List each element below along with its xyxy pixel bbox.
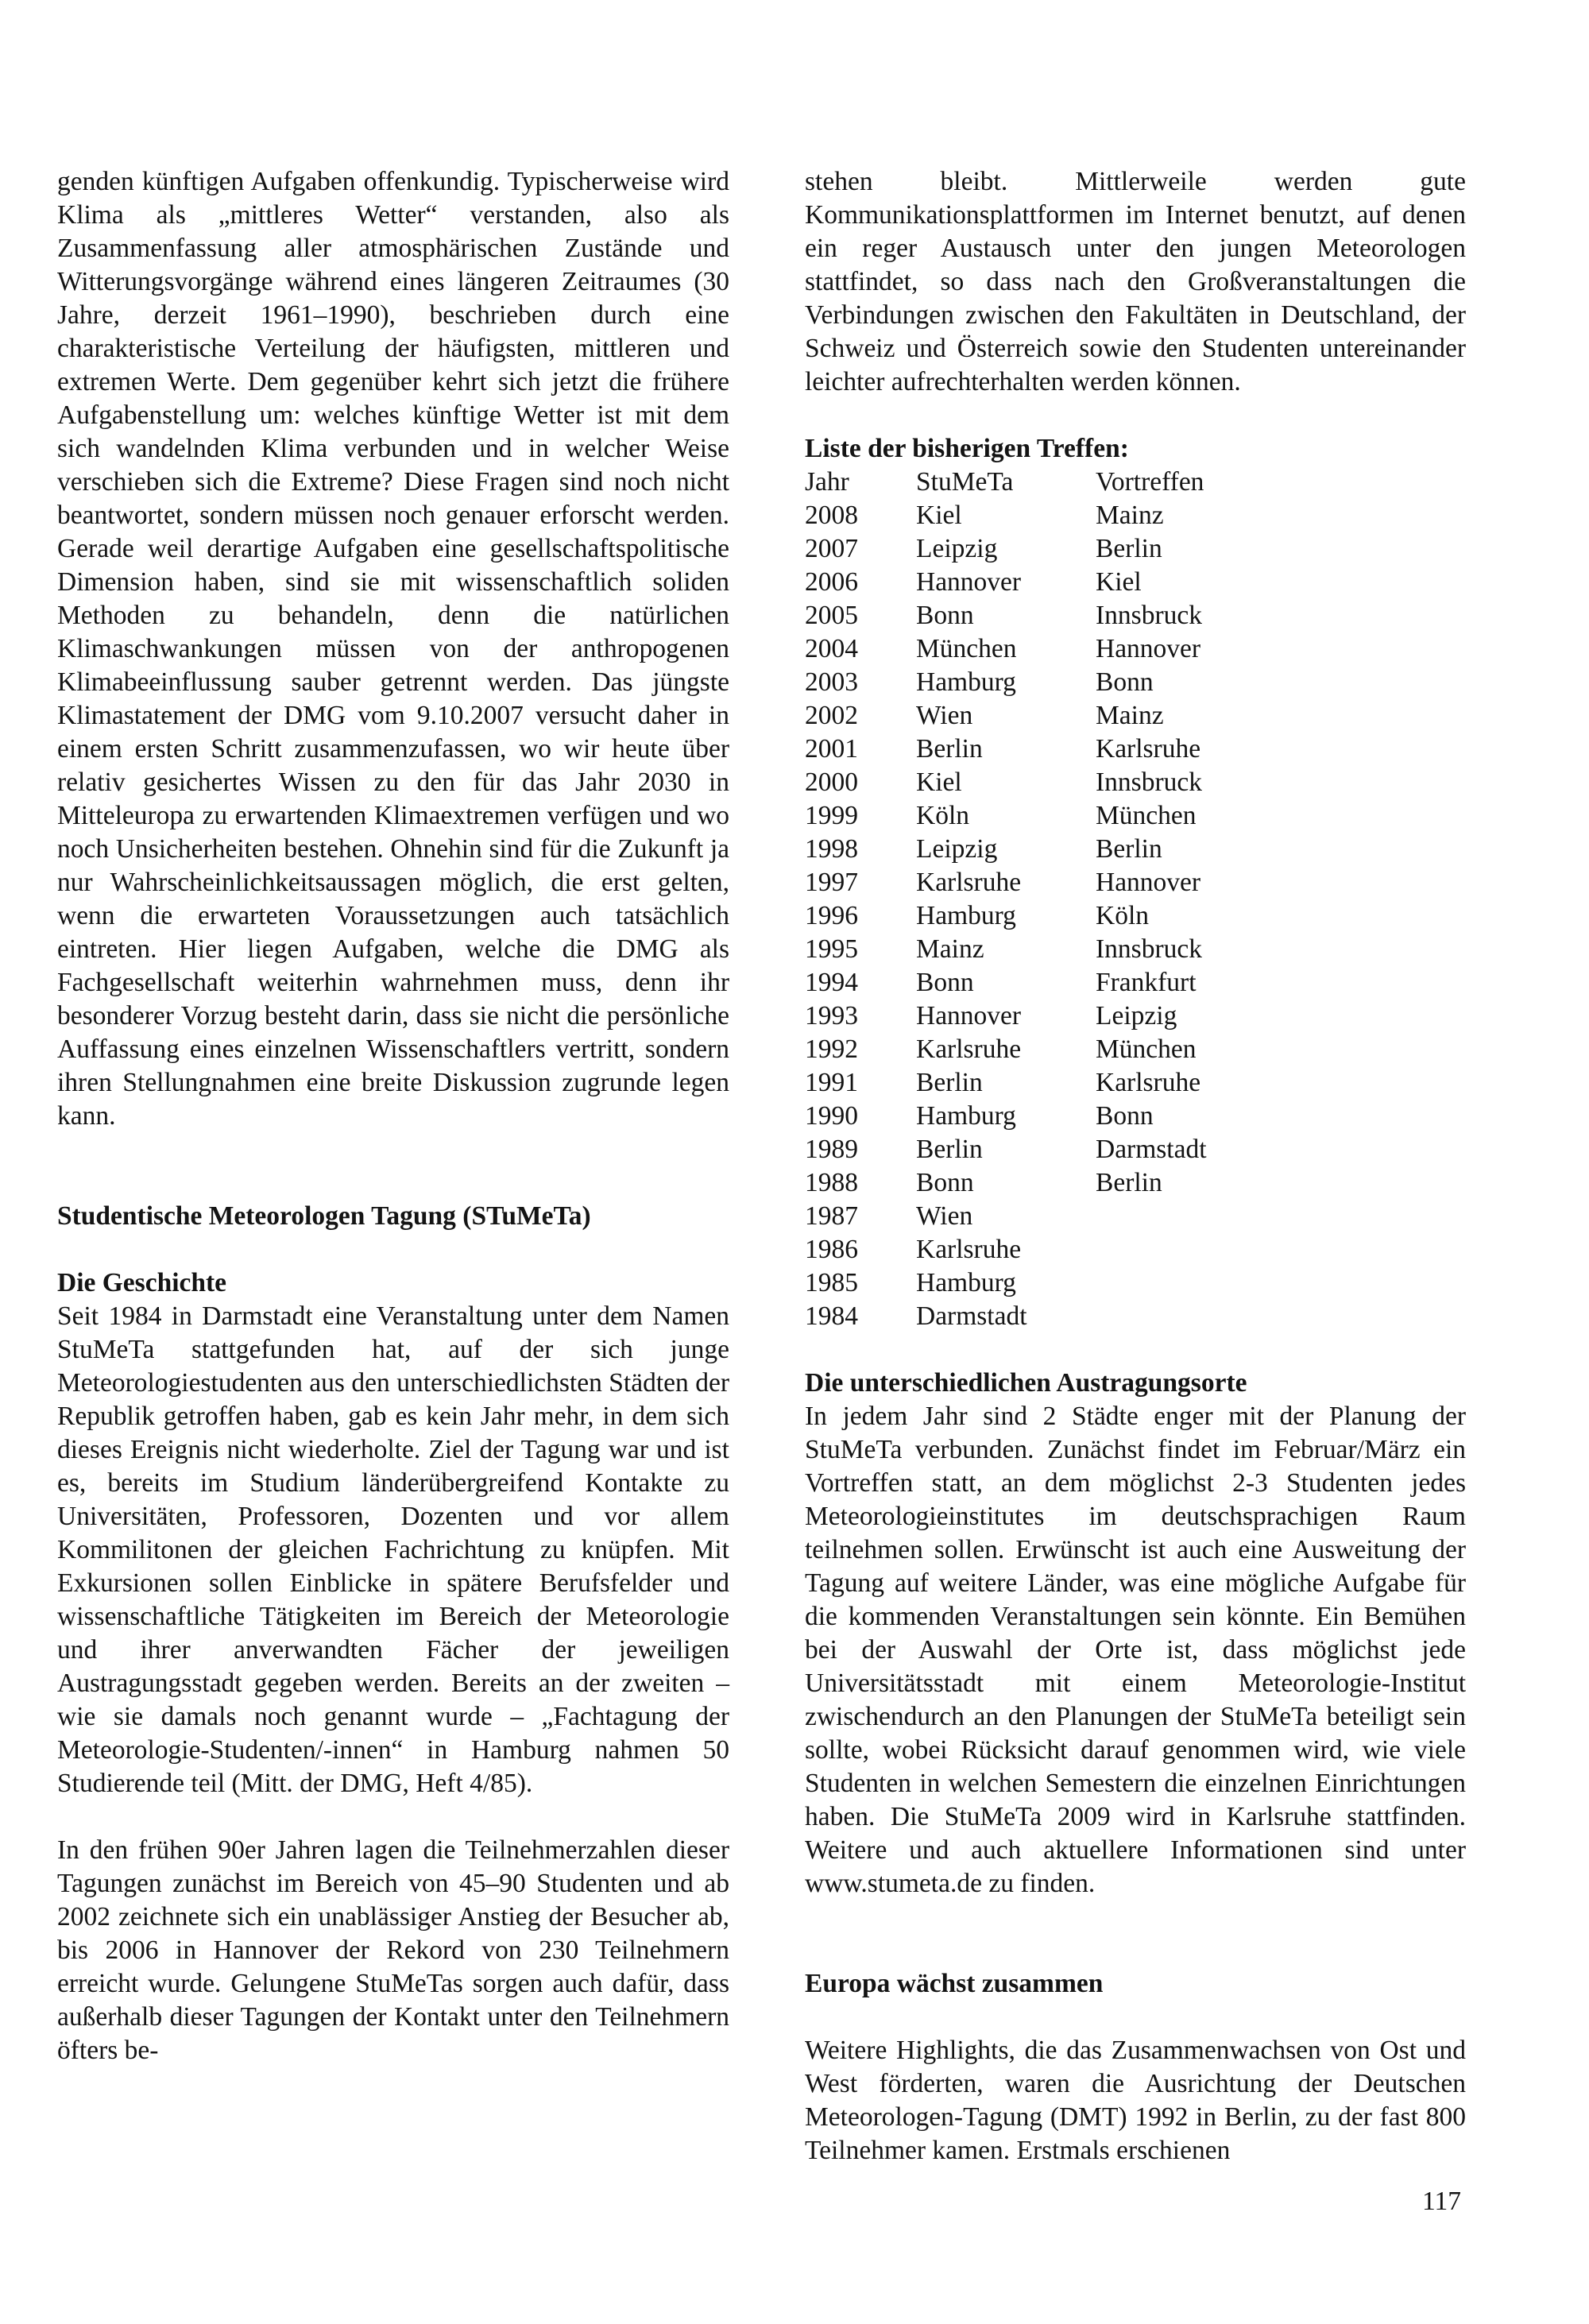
cell-stumeta-city: Köln — [916, 801, 969, 830]
cell-vortreffen-city: Berlin — [1096, 534, 1162, 563]
table-row — [805, 799, 1207, 833]
table-row — [805, 966, 1207, 1000]
cell-vortreffen-city: Bonn — [1096, 1101, 1154, 1131]
cell-year: 2002 — [805, 701, 858, 730]
cell-year: 1988 — [805, 1168, 858, 1197]
spacer — [57, 1133, 729, 1200]
spacer — [805, 1901, 1466, 1967]
cell-year: 1991 — [805, 1068, 858, 1097]
cell-year: 2000 — [805, 768, 858, 797]
cell-stumeta-city: Wien — [916, 1201, 973, 1231]
cell-stumeta-city: Bonn — [916, 601, 974, 630]
table-row — [805, 532, 1207, 566]
cell-stumeta-city: Berlin — [916, 1135, 983, 1164]
table-row — [805, 933, 1207, 966]
page-number: 117 — [1422, 2187, 1462, 2216]
cell-stumeta-city: Kiel — [916, 768, 962, 797]
cell-stumeta-city: Hamburg — [916, 667, 1016, 697]
cell-year: 1996 — [805, 901, 858, 930]
cell-stumeta-city: Leipzig — [916, 534, 998, 563]
cell-year: 1984 — [805, 1301, 858, 1331]
meetings-table — [805, 466, 1207, 1333]
cell-year: 1986 — [805, 1235, 858, 1264]
cell-vortreffen-city: Berlin — [1096, 1168, 1162, 1197]
cell-year: 1997 — [805, 868, 858, 897]
spacer — [57, 1233, 729, 1266]
cell-vortreffen-city: Innsbruck — [1096, 601, 1202, 630]
cell-vortreffen-city: Karlsruhe — [1096, 1068, 1201, 1097]
table-row — [805, 899, 1207, 933]
cell-year: 2006 — [805, 567, 858, 597]
header-vortreffen: Vortreffen — [1096, 467, 1204, 497]
spacer — [805, 399, 1466, 432]
table-row — [805, 566, 1207, 599]
cell-stumeta-city: München — [916, 634, 1017, 663]
cell-stumeta-city: Mainz — [916, 934, 984, 964]
cell-stumeta-city: Berlin — [916, 734, 983, 764]
cell-vortreffen-city — [1096, 1266, 1207, 1300]
spacer — [805, 2001, 1466, 2034]
right-column — [805, 165, 1466, 2167]
spacer — [805, 1333, 1466, 1367]
cell-stumeta-city: Leipzig — [916, 834, 998, 864]
cell-stumeta-city: Hannover — [916, 567, 1022, 597]
cell-year: 1994 — [805, 968, 858, 997]
cell-vortreffen-city: München — [1096, 1034, 1197, 1064]
cell-stumeta-city: Hamburg — [916, 1101, 1016, 1131]
cell-year: 2005 — [805, 601, 858, 630]
cell-stumeta-city: Kiel — [916, 501, 962, 530]
table-header-row — [805, 466, 1207, 499]
table-row — [805, 666, 1207, 699]
cell-vortreffen-city: Karlsruhe — [1096, 734, 1201, 764]
cell-stumeta-city: Karlsruhe — [916, 1034, 1022, 1064]
table-row — [805, 1200, 1207, 1233]
cell-stumeta-city: Karlsruhe — [916, 1235, 1022, 1264]
table-row — [805, 1100, 1207, 1133]
table-row — [805, 699, 1207, 733]
table-row — [805, 766, 1207, 799]
cell-stumeta-city: Hamburg — [916, 901, 1016, 930]
table-row — [805, 1000, 1207, 1033]
header-year: Jahr — [805, 467, 849, 497]
history-heading: Die Geschichte — [57, 1268, 227, 1297]
cell-year: 1989 — [805, 1135, 858, 1164]
table-row — [805, 1266, 1207, 1300]
header-stumeta: StuMeTa — [916, 467, 1014, 497]
cell-year: 2003 — [805, 667, 858, 697]
cell-year: 1998 — [805, 834, 858, 864]
meetings-list-title: Liste der bisherigen Treffen: — [805, 434, 1129, 463]
cell-vortreffen-city: Hannover — [1096, 634, 1201, 663]
table-row — [805, 1066, 1207, 1100]
cell-vortreffen-city — [1096, 1200, 1207, 1233]
cell-vortreffen-city: Innsbruck — [1096, 768, 1202, 797]
cell-year: 2007 — [805, 534, 858, 563]
cell-year: 1987 — [805, 1201, 858, 1231]
table-row — [805, 866, 1207, 899]
cell-vortreffen-city: Hannover — [1096, 868, 1201, 897]
cell-vortreffen-city: München — [1096, 801, 1197, 830]
europe-paragraph: Weitere Highlights, die das Zusammenwachsen von Ost und West förderten, waren die Ausrichtung der Deutschen Meteorologen-Tagung (DMT) 1992 in Berlin, zu der fast 800 Teilnehmer kamen. Erstmals erschienen — [805, 2036, 1466, 2165]
venues-paragraph: In jedem Jahr sind 2 Städte enger mit der Planung der StuMeTa verbunden. Zunächst findet im Februar/März ein Vortreffen statt, an dem möglichst 2-3 Studenten jedes Meteorologieinstitutes im deutschsprachigen Raum teilnehmen sollen. Erwünscht ist auch eine Ausweitung der Tagung auf weitere Länder, was eine mögliche Aufgabe für die kommenden Veranstaltungen sein könnte. Ein Bemühen bei der Auswahl der Orte ist, dass möglichst jede Universitätsstadt mit einem Meteorologie-Institut zwischendurch an den Planungen der StuMeTa beteiligt sein sollte, wobei Rücksicht darauf genommen wird, wie viele Studenten in welchen Semestern die einzelnen Einrichtungen haben. Die StuMeTa 2009 wird in Karlsruhe stattfinden. Weitere und auch aktuellere Informationen sind unter www.stumeta.de zu finden. — [805, 1402, 1466, 1898]
table-row — [805, 1300, 1207, 1333]
venues-heading: Die unterschiedlichen Austragungsorte — [805, 1368, 1247, 1398]
spacer — [57, 1800, 729, 1834]
table-row — [805, 632, 1207, 666]
continuation-paragraph: stehen bleibt. Mittlerweile werden gute Kommunikationsplattformen im Internet benutzt, auf denen ein reger Austausch unter den jungen Meteorologen stattfindet, so dass nach den Großveranstaltungen die Verbindungen zwischen den Fakultäten in Deutschland, der Schweiz und Österreich sowie den Studenten untereinander leichter aufrechterhalten werden können. — [805, 167, 1466, 396]
cell-year: 2004 — [805, 634, 858, 663]
cell-year: 1985 — [805, 1268, 858, 1297]
cell-vortreffen-city — [1096, 1233, 1207, 1266]
cell-vortreffen-city: Mainz — [1096, 501, 1164, 530]
europe-heading: Europa wächst zusammen — [805, 1969, 1104, 1998]
cell-stumeta-city: Karlsruhe — [916, 868, 1022, 897]
cell-year: 1992 — [805, 1034, 858, 1064]
table-row — [805, 599, 1207, 632]
intro-paragraph: genden künftigen Aufgaben offenkundig. Typischerweise wird Klima als „mittleres Wetter“ verstanden, also als Zusammenfassung aller atmosphärischen Zustände und Witterungsvorgänge während eines längeren Zeitraumes (30 Jahre, derzeit 1961–1990), beschrieben durch eine charakteristische Verteilung der häufigsten, mittleren und extremen Werte. Dem gegenüber kehrt sich jetzt die frühere Aufgabenstellung um: welches künftige Wetter ist mit dem sich wandelnden Klima verbunden und in welcher Weise verschieben sich die Extreme? Diese Fragen sind noch nicht beantwortet, sondern müssen noch genauer erforscht werden. Gerade weil derartige Aufgaben eine gesellschaftspolitische Dimension haben, sind sie mit wissenschaftlich soliden Methoden zu behandeln, denn die natürlichen Klimaschwankungen müssen von der anthropogenen Klimabeeinflussung sauber getrennt werden. Das jüngste Klimastatement der DMG vom 9.10.2007 versucht daher in einem ersten Schritt zusammenzufassen, wo wir heute über relativ gesichertes Wissen zu den für das Jahr 2030 in Mitteleuropa zu erwartenden Klimaextremen verfügen und wo noch Unsicherheiten bestehen. Ohnehin sind für die Zukunft ja nur Wahrscheinlichkeitsaussagen möglich, die erst gelten, wenn die erwarteten Voraussetzungen auch tatsächlich eintreten. Hier liegen Aufgaben, welche die DMG als Fachgesellschaft weiterhin wahrnehmen muss, denn ihr besonderer Vorzug besteht darin, dass sie nicht die persönliche Auffassung eines einzelnen Wissenschaftlers vertritt, sondern ihren Stellungnahmen eine breite Diskussion zugrunde legen kann. — [57, 167, 729, 1131]
cell-year: 1993 — [805, 1001, 858, 1031]
table-row — [805, 1133, 1207, 1166]
table-row — [805, 733, 1207, 766]
cell-year: 2001 — [805, 734, 858, 764]
left-column — [57, 165, 729, 2067]
cell-year: 1990 — [805, 1101, 858, 1131]
cell-vortreffen-city: Berlin — [1096, 834, 1162, 864]
table-row — [805, 833, 1207, 866]
cell-stumeta-city: Hannover — [916, 1001, 1022, 1031]
cell-stumeta-city: Hamburg — [916, 1268, 1016, 1297]
table-row — [805, 499, 1207, 532]
cell-stumeta-city: Berlin — [916, 1068, 983, 1097]
table-row — [805, 1166, 1207, 1200]
cell-vortreffen-city: Innsbruck — [1096, 934, 1202, 964]
cell-year: 1999 — [805, 801, 858, 830]
cell-vortreffen-city: Bonn — [1096, 667, 1154, 697]
table-row — [805, 1033, 1207, 1066]
cell-stumeta-city: Wien — [916, 701, 973, 730]
meetings-table-body — [805, 499, 1207, 1333]
cell-stumeta-city: Darmstadt — [916, 1301, 1027, 1331]
cell-vortreffen-city: Kiel — [1096, 567, 1142, 597]
history-paragraph: Seit 1984 in Darmstadt eine Veranstaltung unter dem Namen StuMeTa stattgefunden hat, auf der sich junge Meteorologiestudenten aus den unterschiedlichsten Städten der Republik getroffen haben, gab es kein Jahr mehr, in dem sich dieses Ereignis nicht wiederholte. Ziel der Tagung war und ist es, bereits im Studium länderübergreifend Kontakte zu Universitäten, Professoren, Dozenten und vor allem Kommilitonen der gleichen Fachrichtung zu knüpfen. Mit Exkursionen sollen Einblicke in spätere Berufsfelder und wissenschaftliche Tätigkeiten im Bereich der Meteorologie und ihrer anverwandten Fächer der jeweiligen Austragungsstadt gegeben werden. Bereits an der zweiten – wie sie damals noch genannt wurde – „Fachtagung der Meteorologie-Studenten/-innen“ in Hamburg nahmen 50 Studierende teil (Mitt. der DMG, Heft 4/85). — [57, 1301, 729, 1798]
cell-vortreffen-city: Leipzig — [1096, 1001, 1177, 1031]
stumeta-section-heading: Studentische Meteorologen Tagung (STuMeTa) — [57, 1201, 591, 1231]
cell-stumeta-city: Bonn — [916, 1168, 974, 1197]
cell-year: 2008 — [805, 501, 858, 530]
table-row — [805, 1233, 1207, 1266]
cell-vortreffen-city: Mainz — [1096, 701, 1164, 730]
cell-vortreffen-city: Köln — [1096, 901, 1149, 930]
cell-vortreffen-city: Darmstadt — [1096, 1135, 1207, 1164]
cell-vortreffen-city — [1096, 1300, 1207, 1333]
cell-vortreffen-city: Frankfurt — [1096, 968, 1197, 997]
nineties-paragraph: In den frühen 90er Jahren lagen die Teilnehmerzahlen dieser Tagungen zunächst im Bereich von 45–90 Studenten und ab 2002 zeichnete sich ein unablässiger Anstieg der Besucher ab, bis 2006 in Hannover der Rekord von 230 Teilnehmern erreicht wurde. Gelungene StuMeTas sorgen auch dafür, dass außerhalb dieser Tagungen der Kontakt unter den Teilnehmern öfters be- — [57, 1835, 729, 2065]
cell-year: 1995 — [805, 934, 858, 964]
cell-stumeta-city: Bonn — [916, 968, 974, 997]
